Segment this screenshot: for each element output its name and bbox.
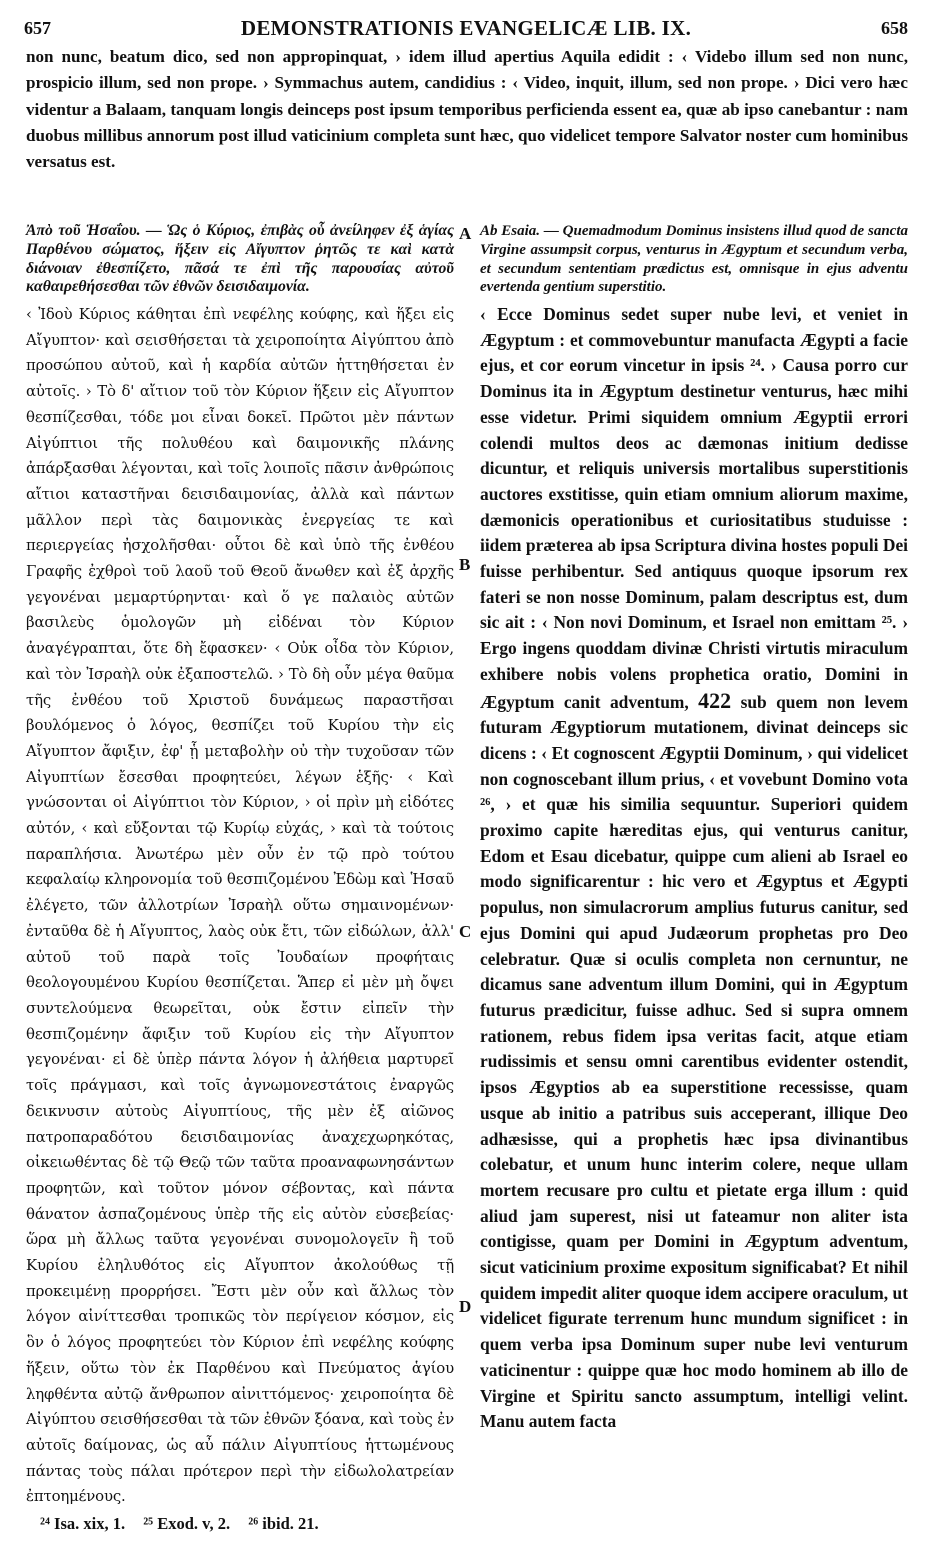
greek-body-text: ‹ Ἰδοὺ Κύριος κάθηται ἐπὶ νεφέλης κούφης, καὶ ἥξει εἰς Αἴγυπτον· καὶ σεισθήσεται τὰ χειροποίητα Αἰγύπτου ἀπὸ προσώπου αὐτοῦ, καὶ ἡ καρδία αὐτῶν ἡττηθήσεται ἐν αὐτοῖς. › Τὸ δ' αἴτιον τοῦ τὸν Κύριον ἥξειν εἰς Αἴγυπτον θεσπίζεσθαι, τόδε μοι εἶναι δοκεῖ. Πρῶτοι μὲν πάντων Αἰγύπτιοι τῆς πολυθέου καὶ δαιμονικῆς πλάνης ἀπάρξασθαι λέγονται, καὶ τοῖς λοιποῖς πᾶσιν ἀνθρώποις αἴτιοι καταστῆναι δεισιδαιμονίας, ἀλλὰ καὶ πάντων μᾶλλον περὶ τὰς δαιμονικὰς ἐνεργείας τε καὶ περιεργείας ἠσχολῆσθαι· οὗτοι δὲ καὶ ὑπὸ τῆς ἐνθέου Γραφῆς ἐχθροὶ τοῦ λαοῦ τοῦ Θεοῦ ἄνωθεν καὶ ἐξ ἀρχῆς γεγονέναι μεμαρτύρηνται· καὶ ὅ γε παλαιὸς αὐτῶν βασιλεὺς ὁμολογῶν μὴ εἰδέναι τὸν Κύριον ἀναγέγραπται, ὅτε δὴ ἔφασκεν· ‹ Οὐκ οἶδα τὸν Κύριον, καὶ τὸν Ἰσραὴλ οὐκ ἐξαποστελῶ. › Τὸ δὴ οὖν μέγα θαῦμα τῆς ἐνθέου τοῦ Χριστοῦ δυνάμεως παραστῆσαι βουλόμενος ὁ λόγος, θεσπίζει τοῦ Κυρίου τὴν εἰς Αἴγυπτον ἄφιξιν, ἐφ' ᾗ μεταβολὴν οὐ τὴν τυχοῦσαν τῶν Αἰγυπτίων ἔσεσθαι προφητεύει, λέγων ἑξῆς· ‹ Καὶ γνώσονται οἱ Αἰγύπτιοι τὸν Κύριον, › οἱ πρὶν μὴ εἰδότες αὐτόν, ‹ καὶ εὔξονται τῷ Κυρίῳ εὐχάς, › καὶ τὰ τούτοις παραπλήσια. Ἀνωτέρω μὲν οὖν ἐν τῷ πρὸ τούτου κεφαλαίῳ κληρονομία τοῦ θεσπιζομένου Ἐδὼμ καὶ Ἡσαῦ ἐλέγετο, τῶν ἀλλοτρίων Ἰσραὴλ οὕτω σημαινομένων· ἐνταῦθα δὲ ἡ Αἴγυπτος, λαὸς οὐκ ἔτι, τῶν εἰδώλων, ἀλλ' αὐτοῦ τοῦ παρὰ τοῖς Ἰουδαίων προφήταις θεολογουμένου Κυρίου θεσπίζεται. Ἅπερ εἰ μὲν μὴ ὄψει συντελούμενα θεωρεῖται, οὐκ ἔστιν εἰπεῖν τὴν θεσπιζομένην ἄφιξιν τοῦ Κυρίου εἰς τὴν Αἴγυπτον γεγονέναι· εἰ δὲ ὑπὲρ πάντα λόγον ἡ ἀλήθεια μαρτυρεῖ τοῖς πράγμασι, καὶ τοῖς ἀγνωμονεστάτοις ἐναργῶς δεικνυσιν αὐτοὺς Αἰγυπτίους, τῆς μὲν ἐξ αἰῶνος πατροπαραδότου δεισιδαιμονίας ἀναχεχωρηκότας, οἰκειωθέντας δὲ τῷ Θεῷ τῶν ταῦτα προαναφωνησάντων προφητῶν, καὶ τοῦτον μόνον σέβοντας, καὶ πάντα θάνατον ἀσπαζομένους ὑπὲρ τῆς εἰς αὐτὸν εὐσεβείας· ὥρα μὴ ἄλλως ταῦτα γεγονέναι συνομολογεῖν ἢ τοῦ Κυρίου ἐληλυθότος εἰς Αἴγυπτον ἀκολούθως τῇ προκειμένῃ προρρήσει. Ἔστι μὲν οὖν καὶ ἄλλως τὸν λόγον αἰνίττεσθαι τροπικῶς τὸν περίγειον κόσμον, εἰς ὃν ὁ λόγος προφητεύει τὸν Κύριον ἐπὶ νεφέλης κούφης ἥξειν, οὕτω τὸν ἐκ Παρθένου καὶ Πνεύματος ἁγίου ληφθέντα αὐτῷ ἄνθρωπον αἰνιττόμενος· χειροποίητα δὲ Αἰγύπτου σεισθήσεσθαι τὰ τῶν ἐθνῶν ξόανα, καὶ τοὺς ἐν αὐτοῖς δαίμονας, ὡς αὖ πάλιν Αἰγυπτίους ἡττωμένους πάντας τοὺς πάλαι πρότερον περὶ τὴν εἰδωλολατρείαν ἐπτοημένους. xyxy=(26,305,455,1506)
latin-summary-head: Ab Esaia. — xyxy=(480,223,559,239)
top-paragraph: non nunc, beatum dico, sed non appropinquat, › idem illud apertius Aquila edidit : ‹ Videbo illum sed non nunc, prospicio illum, sed non prope. › Symmachus autem, candidius : ‹ Video, inquit, illum, sed non prope. › Dici vero hæc videntur a Balaam, tanquam longis deinceps post ipsum temporibus perficienda essent ea, quæ ab ipso canebantur : nam duobus millibus annorum post illud vaticinium completa sunt hæc, quo videlicet tempore Salvator noster cum hominibus versatus est. xyxy=(26,47,908,172)
greek-summary-head: Ἀπὸ τοῦ Ἡσαΐου. — xyxy=(26,222,162,239)
section-marker-b: B xyxy=(459,555,471,574)
latin-body-text xyxy=(480,302,908,1435)
section-marker-a: A xyxy=(459,224,472,243)
footnote-25: ²⁵ Exod. v, 2. xyxy=(143,1514,231,1533)
latin-chapter-summary xyxy=(480,222,908,294)
latin-column xyxy=(480,222,908,1435)
page-badge: 422 xyxy=(698,687,732,713)
greek-chapter-summary xyxy=(26,222,454,294)
latin-body-part-2: sub quem non levem futuram Ægyptiorum mutationem, divinat deinceps sic dicens : ‹ Et cognoscent Ægyptii Dominum, › qui videlicet non cognoscebant illum prius, ‹ et vovebunt Domino vota ²⁶, › et quæ his similia sequuntur. Superiori quidem proximo capite hæreditas ejus, qui venturus canitur, Edom et Esau dicebatur, quippe cum alieni ab Israel eo modo significarentur : hic vero et Ægyptus et Ægypti populus, non simulacrorum amplius futurus canitur, sed ejus Domini qui apud Judæorum prophetas pro Deo celebratur. Quæ si oculis completa non cernuntur, ne dicamus sane adventum illum Domini, qui in Ægyptum futurus prædicitur, fuisse adhuc. Sed si supra omnem rationem, rebus fidem ipsa veritas facit, atque etiam rudissimis et sensu omni carentibus evidenter ostendit, ipsos Ægyptios ab ea superstitione recessisse, quam usque ab initio a patribus suis acceperant, illique Deo adhæsisse, qui a prophetis hæc ipsa divinantibus colebatur, et unum hunc interim colere, neque ullam mortem recusare pro cultu et pietate erga illum : quid aliud jam superest, nisi ut fateamur non aliter ista contigisse, quam per Domini in Ægyptum adventum, sicut vaticinium proxime expositum significabat? Et nihil quidem impedit aliter quoque idem accipere oraculum, ut videlicet figurate terrenum hunc mundum significet : in quem verba ipsa Dominum super nube levi venturum vaticinentur : quippe quæ hoc modo hominem ab illo de Virgine et Spiritu sancto assumptum, intelligi velint. Manu autem facta xyxy=(480,691,908,1432)
latin-summary-text: Quemadmodum Dominus insistens illud quod de sancta Virgine assumpsit corpus, venturus in Ægyptum et secundum verba, et secundum sententiam prædictus est, omnisque in ejus adventu evertenda gentium superstitio. xyxy=(480,223,909,296)
footnote-26: ²⁶ ibid. 21. xyxy=(248,1514,319,1533)
footnote-24: ²⁴ Isa. xix, 1. xyxy=(40,1514,126,1533)
page-header xyxy=(24,14,908,42)
page-number-right: 658 xyxy=(881,18,908,38)
footnotes xyxy=(40,1514,333,1534)
greek-summary-text: Ὡς ὁ Κύριος, ἐπιβὰς οὗ ἀνείληφεν ἐξ ἁγίας Παρθένου σώματος, ἥξειν εἰς Αἴγυπτον ῥητῶς τε καὶ κατὰ διάνοιαν ἐθεσπίζετο, πᾶσά τε ἐπὶ τῆς παρουσίας αὐτοῦ καθαιρεθήσεσθαι τῶν ἐθνῶν δεισιδαιμονία. xyxy=(26,222,454,296)
greek-column xyxy=(26,222,454,1510)
section-marker-d: D xyxy=(459,1297,472,1316)
running-title: DEMONSTRATIONIS EVANGELICÆ LIB. IX. xyxy=(240,16,692,40)
section-marker-c: C xyxy=(459,922,472,941)
page-number-left: 657 xyxy=(24,18,51,38)
latin-body-part-1: ‹ Ecce Dominus sedet super nube levi, et veniet in Ægyptum : et commovebuntur manufacta Ægypti a facie ejus, et cor eorum vincetur in ipsis ²⁴. › Causa porro cur Dominus ita in Ægyptum destinetur venturus, hæc mihi esse videtur. Primi siquidem omnium Ægyptii errori colendi multos deos ac dæmonas initium dedisse dicuntur, et reliquis universis mortalibus superstitionis auctores exstitisse, quin etiam omnium aliorum maxime, dæmonicis operationibus et curiositatibus studuisse : iidem præterea ab ipsa Scriptura divina hostes populi Dei fuisse perhibentur. Sed antiquus quoque ipsorum rex fateri se non nosse Dominum, palam descriptus est, dum sic ait : ‹ Non novi Dominum, et Israel non emittam ²⁵. › Ergo ingens quoddam divinæ Christi virtutis miraculum exhibere nobis volens prophetica oratio, Domini in Ægyptum canit adventum, xyxy=(480,304,908,712)
